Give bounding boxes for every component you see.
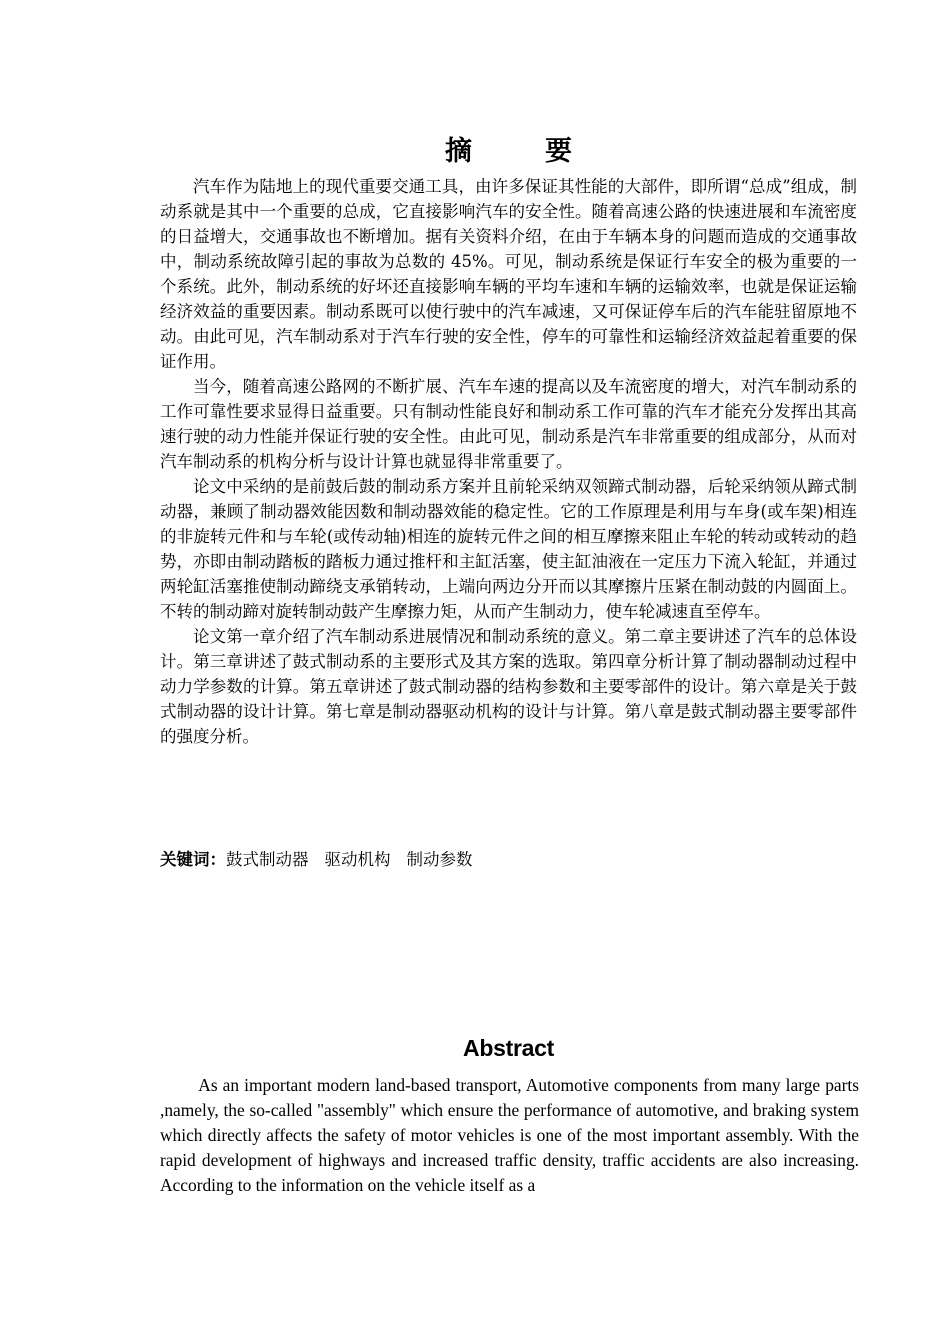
title-char-1: 摘 — [445, 136, 475, 167]
chinese-abstract-title — [160, 133, 860, 171]
english-abstract-title: Abstract — [463, 1035, 554, 1061]
english-abstract-body — [160, 1073, 859, 1198]
keyword-item: 驱动机构 — [324, 850, 391, 869]
chinese-paragraph-3: 论文中采纳的是前鼓后鼓的制动系方案并且前轮采纳双领蹄式制动器，后轮采纳领从蹄式制动器，兼顾了制动器效能因数和制动器效能的稳定性。它的工作原理是利用与车身(或车架)相连的非旋转元件和与车轮(或传动轴)相连的旋转元件之间的相互摩擦来阻止车轮的转动或转动的趋势，亦即由制动踏板的踏板力通过推杆和主缸活塞，使主缸油液在一定压力下流入轮缸，并通过两轮缸活塞推使制动蹄绕支承销转动，上端向两边分开而以其摩擦片压紧在制动鼓的内圆面上。不转的制动蹄对旋转制动鼓产生摩擦力矩，从而产生制动力，使车轮减速直至停车。 — [160, 477, 857, 621]
chinese-abstract-body — [160, 174, 857, 749]
title-char-2: 要 — [545, 136, 575, 167]
keyword-item: 制动参数 — [406, 850, 473, 869]
english-paragraph-1: As an important modern land-based transport, Automotive components from many large parts ,namely, the so-called "assembly" which ensure the performance of automotive, and braking system which directly affects the safety of motor vehicles is one of the most important assembly. With the rapid development of highways and increased traffic density, traffic accidents are also increasing. According to the information on the vehicle itself as a — [160, 1075, 859, 1195]
keywords-label: 关键词： — [160, 850, 226, 869]
chinese-paragraph-2: 当今，随着高速公路网的不断扩展、汽车车速的提高以及车流密度的增大，对汽车制动系的工作可靠性要求显得日益重要。只有制动性能良好和制动系工作可靠的汽车才能充分发挥出其高速行驶的动力性能并保证行驶的安全性。由此可见，制动系是汽车非常重要的组成部分，从而对汽车制动系的机构分析与设计计算也就显得非常重要了。 — [160, 377, 857, 471]
chinese-paragraph-1: 汽车作为陆地上的现代重要交通工具，由许多保证其性能的大部件，即所谓“总成”组成，制动系就是其中一个重要的总成，它直接影响汽车的安全性。随着高速公路的快速进展和车流密度的日益增大，交通事故也不断增加。据有关资料介绍，在由于车辆本身的问题而造成的交通事故中，制动系统故障引起的事故为总数的 45%。可见，制动系统是保证行车安全的极为重要的一个系统。此外，制动系统的好坏还直接影响车辆的平均车速和车辆的运输效率，也就是保证运输经济效益的重要因素。制动系既可以使行驶中的汽车减速，又可保证停车后的汽车能驻留原地不动。由此可见，汽车制动系对于汽车行驶的安全性，停车的可靠性和运输经济效益起着重要的保证作用。 — [160, 177, 857, 371]
chinese-paragraph-4: 论文第一章介绍了汽车制动系进展情况和制动系统的意义。第二章主要讲述了汽车的总体设计。第三章讲述了鼓式制动系的主要形式及其方案的选取。第四章分析计算了制动器制动过程中动力学参数的计算。第五章讲述了鼓式制动器的结构参数和主要零部件的设计。第六章是关于鼓式制动器的设计计算。第七章是制动器驱动机构的设计与计算。第八章是鼓式制动器主要零部件的强度分析。 — [160, 627, 857, 746]
keywords-line — [160, 847, 489, 872]
keyword-item: 鼓式制动器 — [226, 850, 309, 869]
